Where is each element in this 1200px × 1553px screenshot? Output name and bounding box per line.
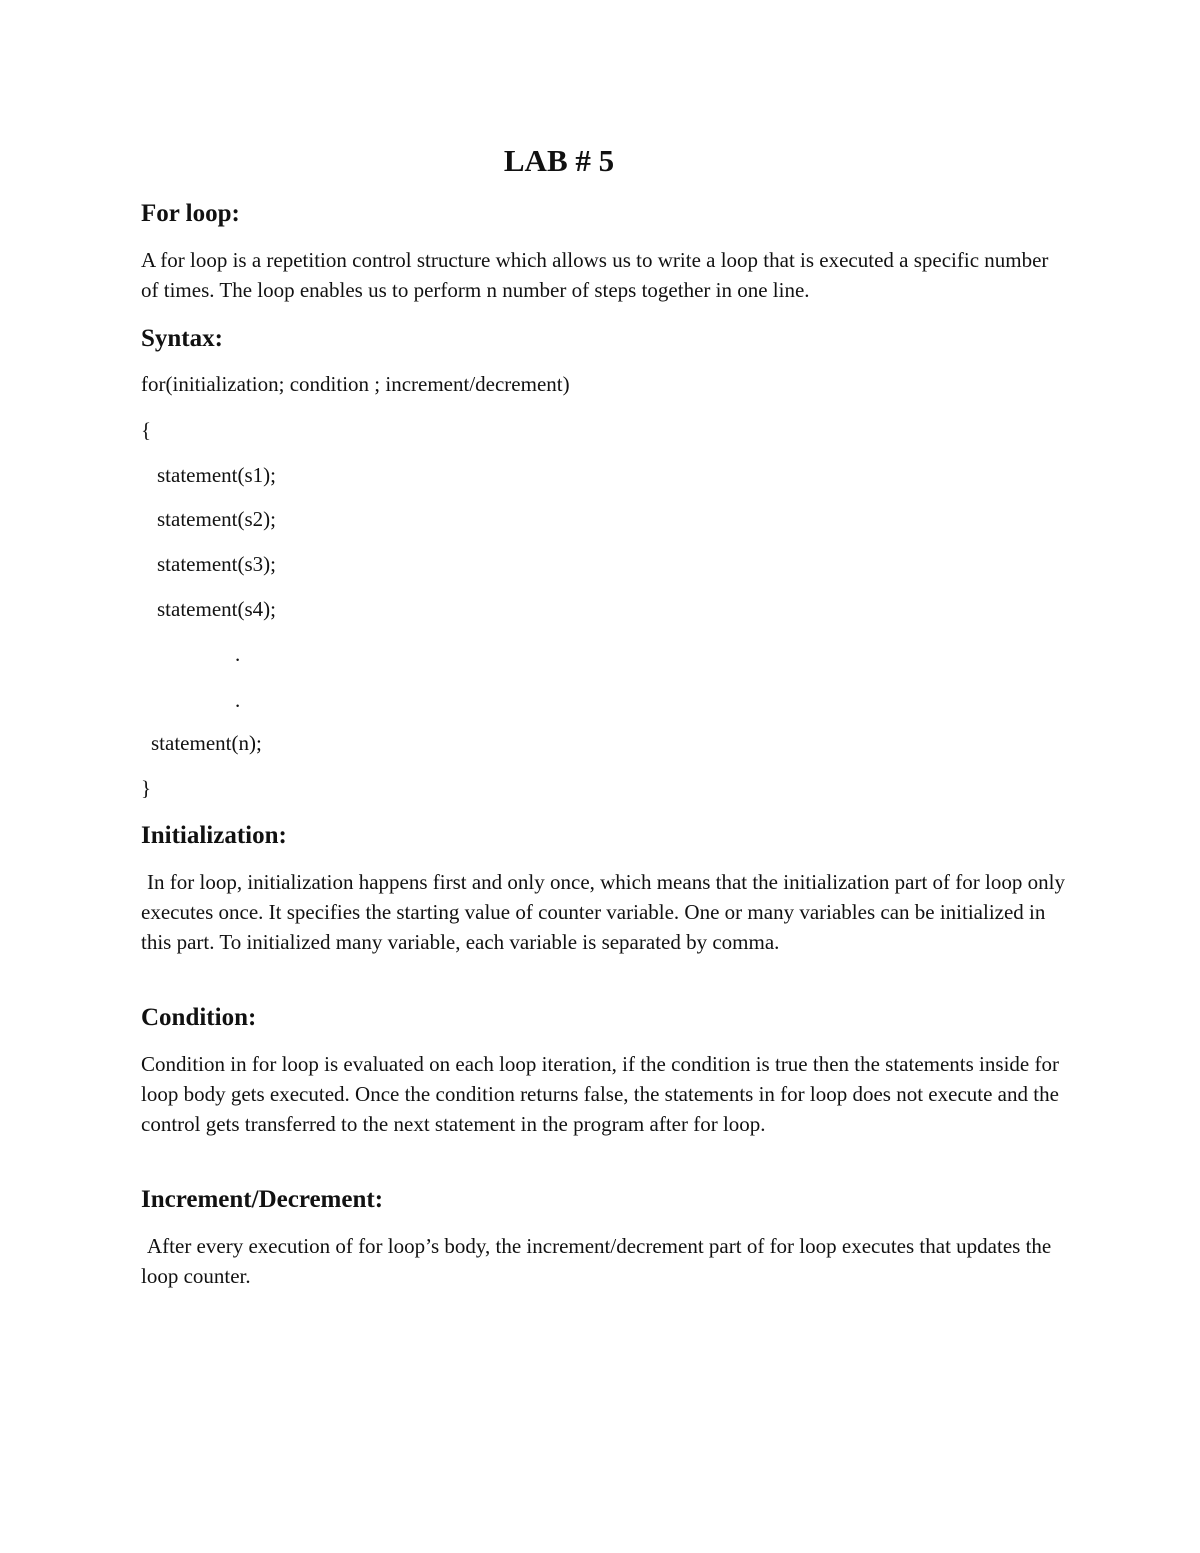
paragraph-increment-decrement: After every execution of for loop’s body, the increment/decrement part of for loop executes that updates the loop counter.: [141, 1234, 1052, 1288]
code-line-for-header: for(initialization; condition ; increment/decrement): [141, 372, 570, 396]
code-line-open-brace: {: [141, 418, 152, 442]
heading-for-loop: For loop:: [141, 200, 240, 227]
heading-initialization: Initialization:: [141, 822, 287, 849]
paragraph-condition: Condition in for loop is evaluated on each loop iteration, if the condition is true then the statements inside for loop body gets executed. Once the condition returns false, the statements in for loop does not execute and the control gets transferred to the next statement in the program after for loop.: [141, 1052, 1059, 1136]
code-line-statement-s2: statement(s2);: [157, 507, 276, 531]
heading-increment-decrement: Increment/Decrement:: [141, 1186, 384, 1213]
heading-condition: Condition:: [141, 1004, 257, 1031]
code-line-statement-s1: statement(s1);: [157, 463, 276, 487]
paragraph-for-loop: A for loop is a repetition control structure which allows us to write a loop that is executed a specific number of times. The loop enables us to perform n number of steps together in one line.: [141, 248, 1049, 302]
heading-syntax: Syntax:: [141, 325, 223, 352]
code-line-ellipsis-dot-2: .: [235, 688, 241, 712]
code-line-statement-s4: statement(s4);: [157, 597, 276, 621]
code-line-close-brace: }: [141, 776, 152, 800]
code-line-statement-n: statement(n);: [151, 731, 262, 755]
page-title: LAB # 5: [503, 143, 615, 178]
paragraph-initialization: In for loop, initialization happens first and only once, which means that the initialization part of for loop only executes once. It specifies the starting value of counter variable. One or many variables can be initialized in this part. To initialized many variable, each variable is separated by comma.: [141, 870, 1065, 954]
code-line-statement-s3: statement(s3);: [157, 552, 276, 576]
code-line-ellipsis-dot-1: .: [235, 642, 241, 666]
